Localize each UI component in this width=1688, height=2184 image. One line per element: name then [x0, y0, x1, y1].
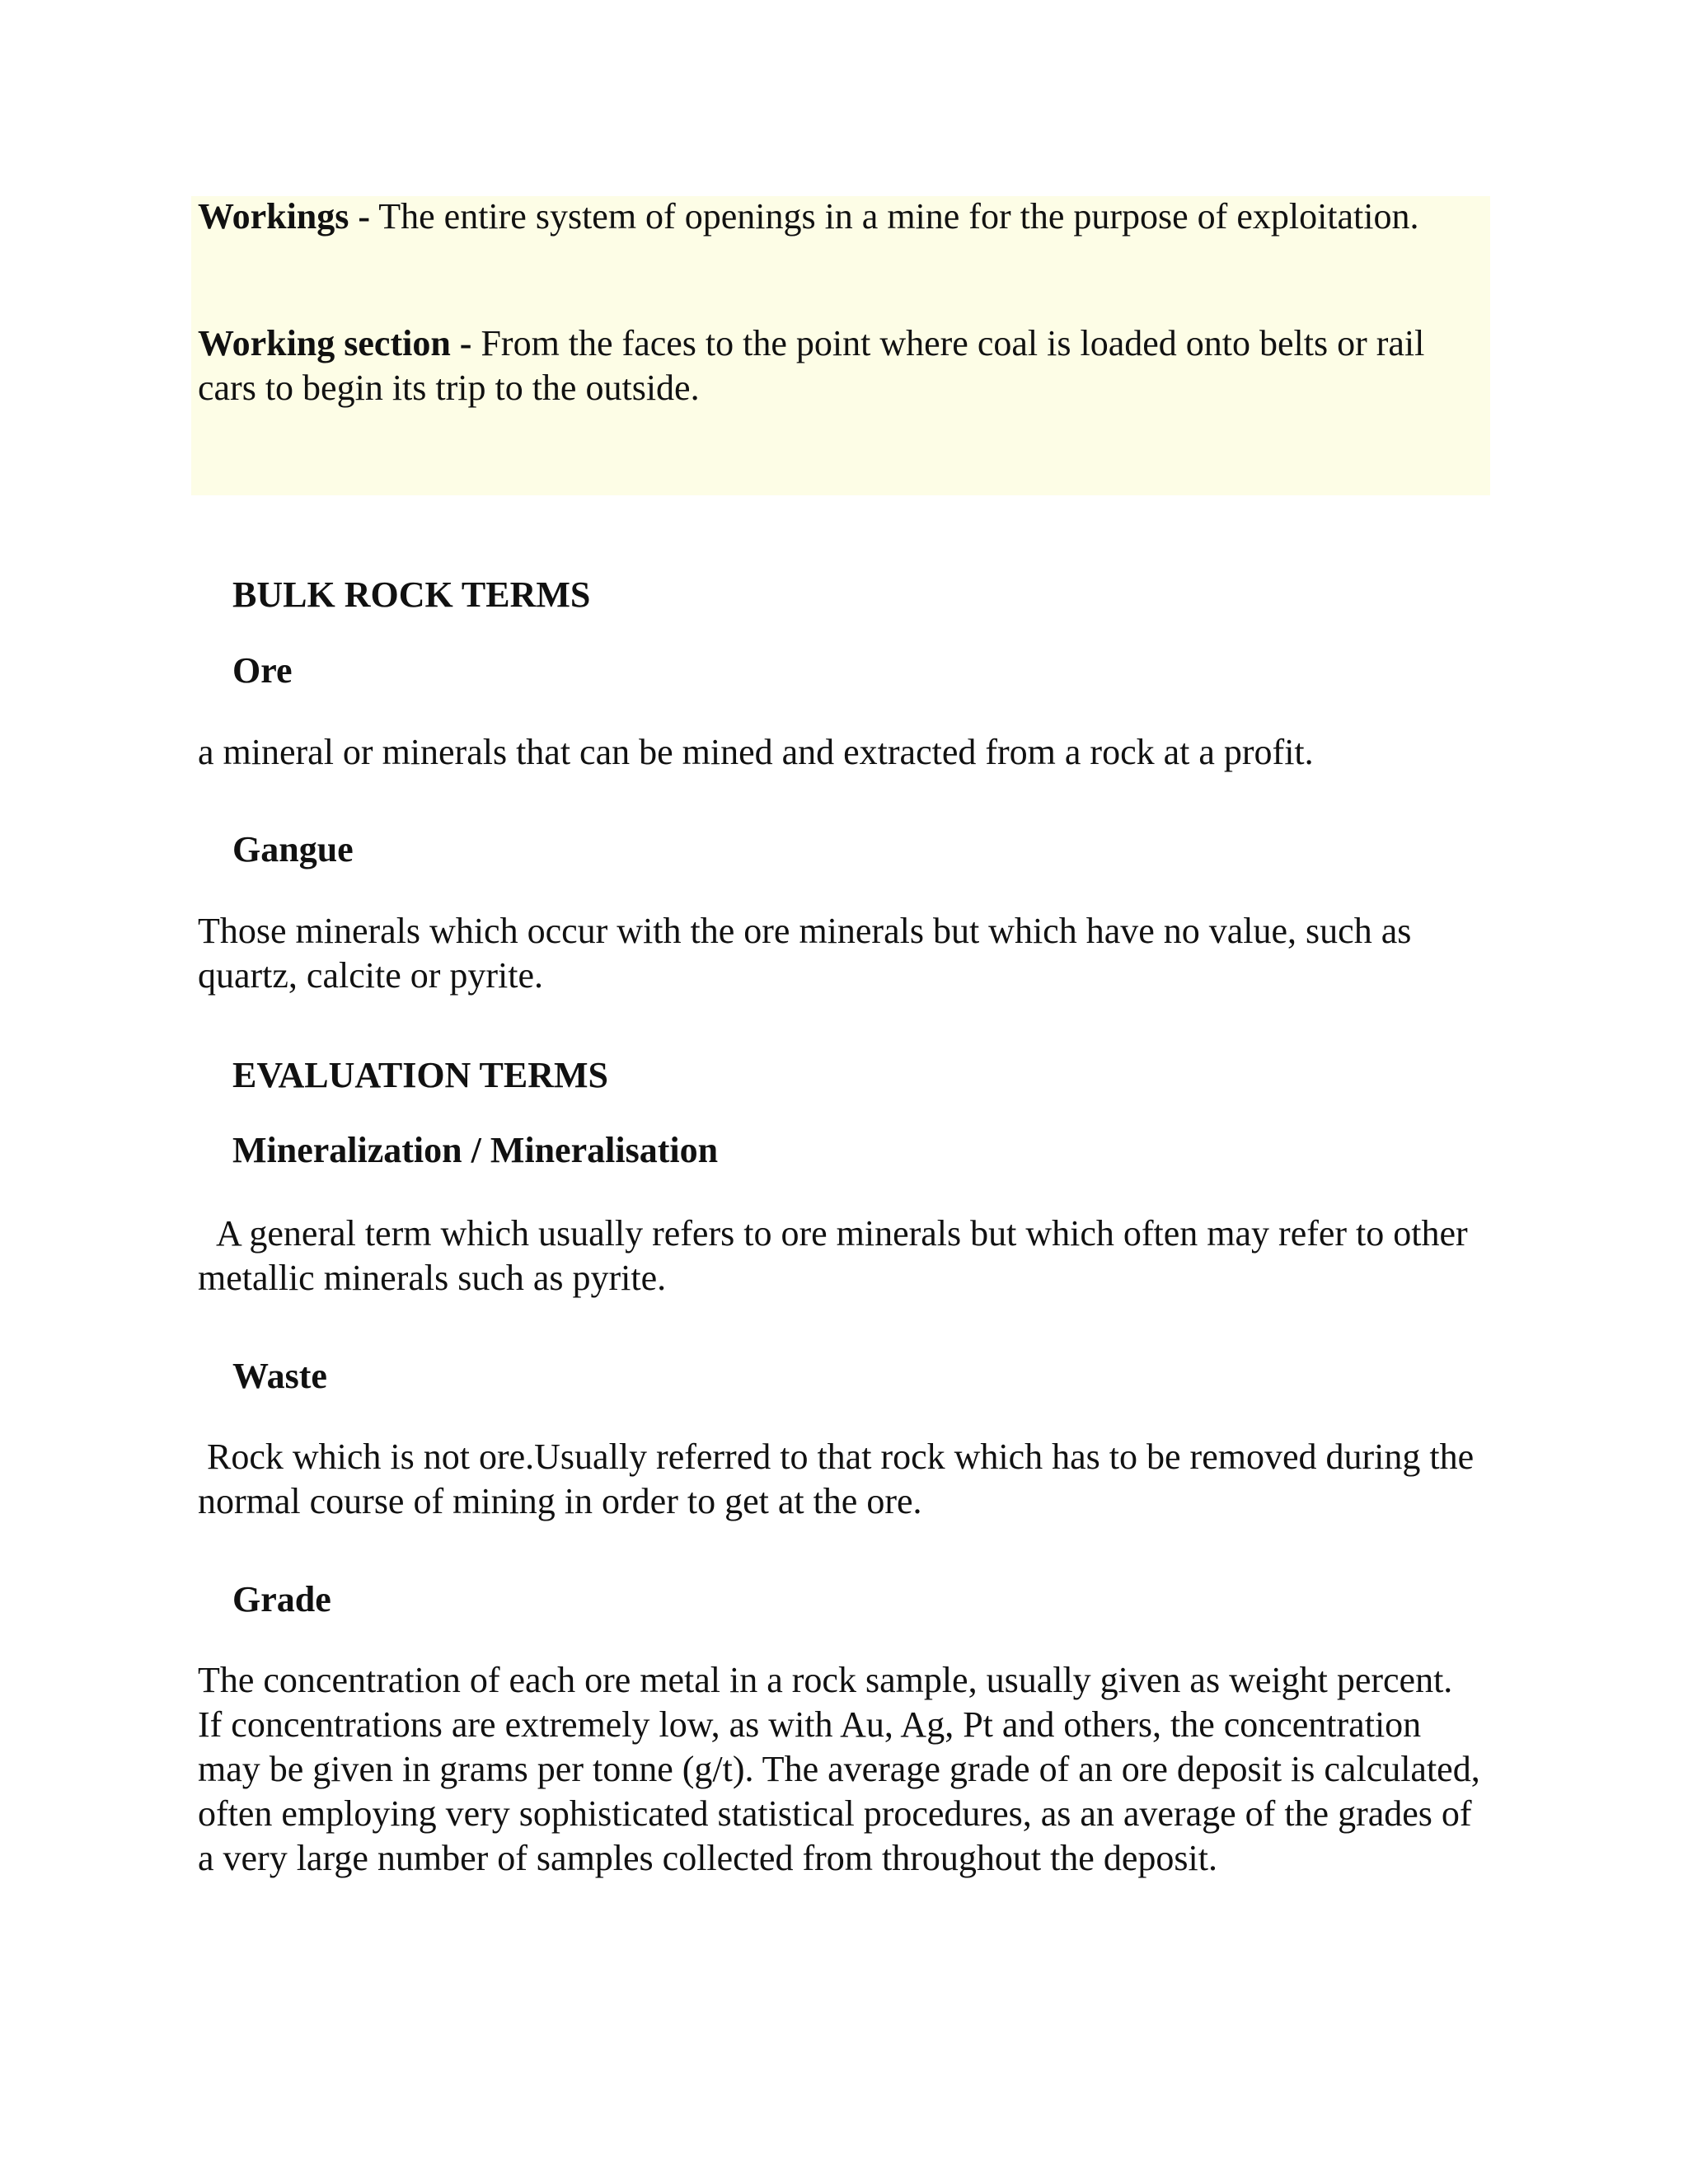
- workings-definition: [198, 194, 1484, 239]
- workings-term: Workings -: [198, 196, 371, 237]
- waste-heading: Waste: [232, 1356, 327, 1396]
- workings-text: The entire system of openings in a mine for the purpose of exploitation.: [370, 196, 1419, 237]
- working-section-text: From the faces to the point where coal is loaded onto belts or rail cars to begin its trip to the outside.: [198, 323, 1425, 408]
- ore-definition: a mineral or minerals that can be mined and extracted from a rock at a profit.: [198, 732, 1314, 772]
- evaluation-terms-heading: EVALUATION TERMS: [232, 1055, 609, 1095]
- ore-heading: Ore: [232, 650, 293, 691]
- bulk-rock-terms-heading: BULK ROCK TERMS: [232, 574, 591, 615]
- mineralization-definition: A general term which usually refers to ore minerals but which often may refer to other metallic minerals such as pyrite.: [198, 1213, 1477, 1298]
- working-section-term: Working section -: [198, 323, 472, 363]
- working-section-definition: [198, 321, 1484, 410]
- gangue-definition: Those minerals which occur with the ore minerals but which have no value, such as quartz, calcite or pyrite.: [198, 911, 1412, 996]
- grade-heading: Grade: [232, 1579, 331, 1619]
- grade-definition: The concentration of each ore metal in a rock sample, usually given as weight percent. If concentrations are extremely low, as with Au, Ag, Pt and others, the concentration may be given in grams per tonne (g/t). The average grade of an ore deposit is calculated, often employing very sophisticated statistical procedures, as an average of the grades of a very large number of samples collected from throughout the deposit.: [198, 1660, 1480, 1878]
- gangue-heading: Gangue: [232, 829, 354, 869]
- waste-definition: Rock which is not ore.Usually referred to that rock which has to be removed during the normal course of mining in order to get at the ore.: [198, 1436, 1484, 1521]
- mineralization-heading: Mineralization / Mineralisation: [232, 1130, 719, 1170]
